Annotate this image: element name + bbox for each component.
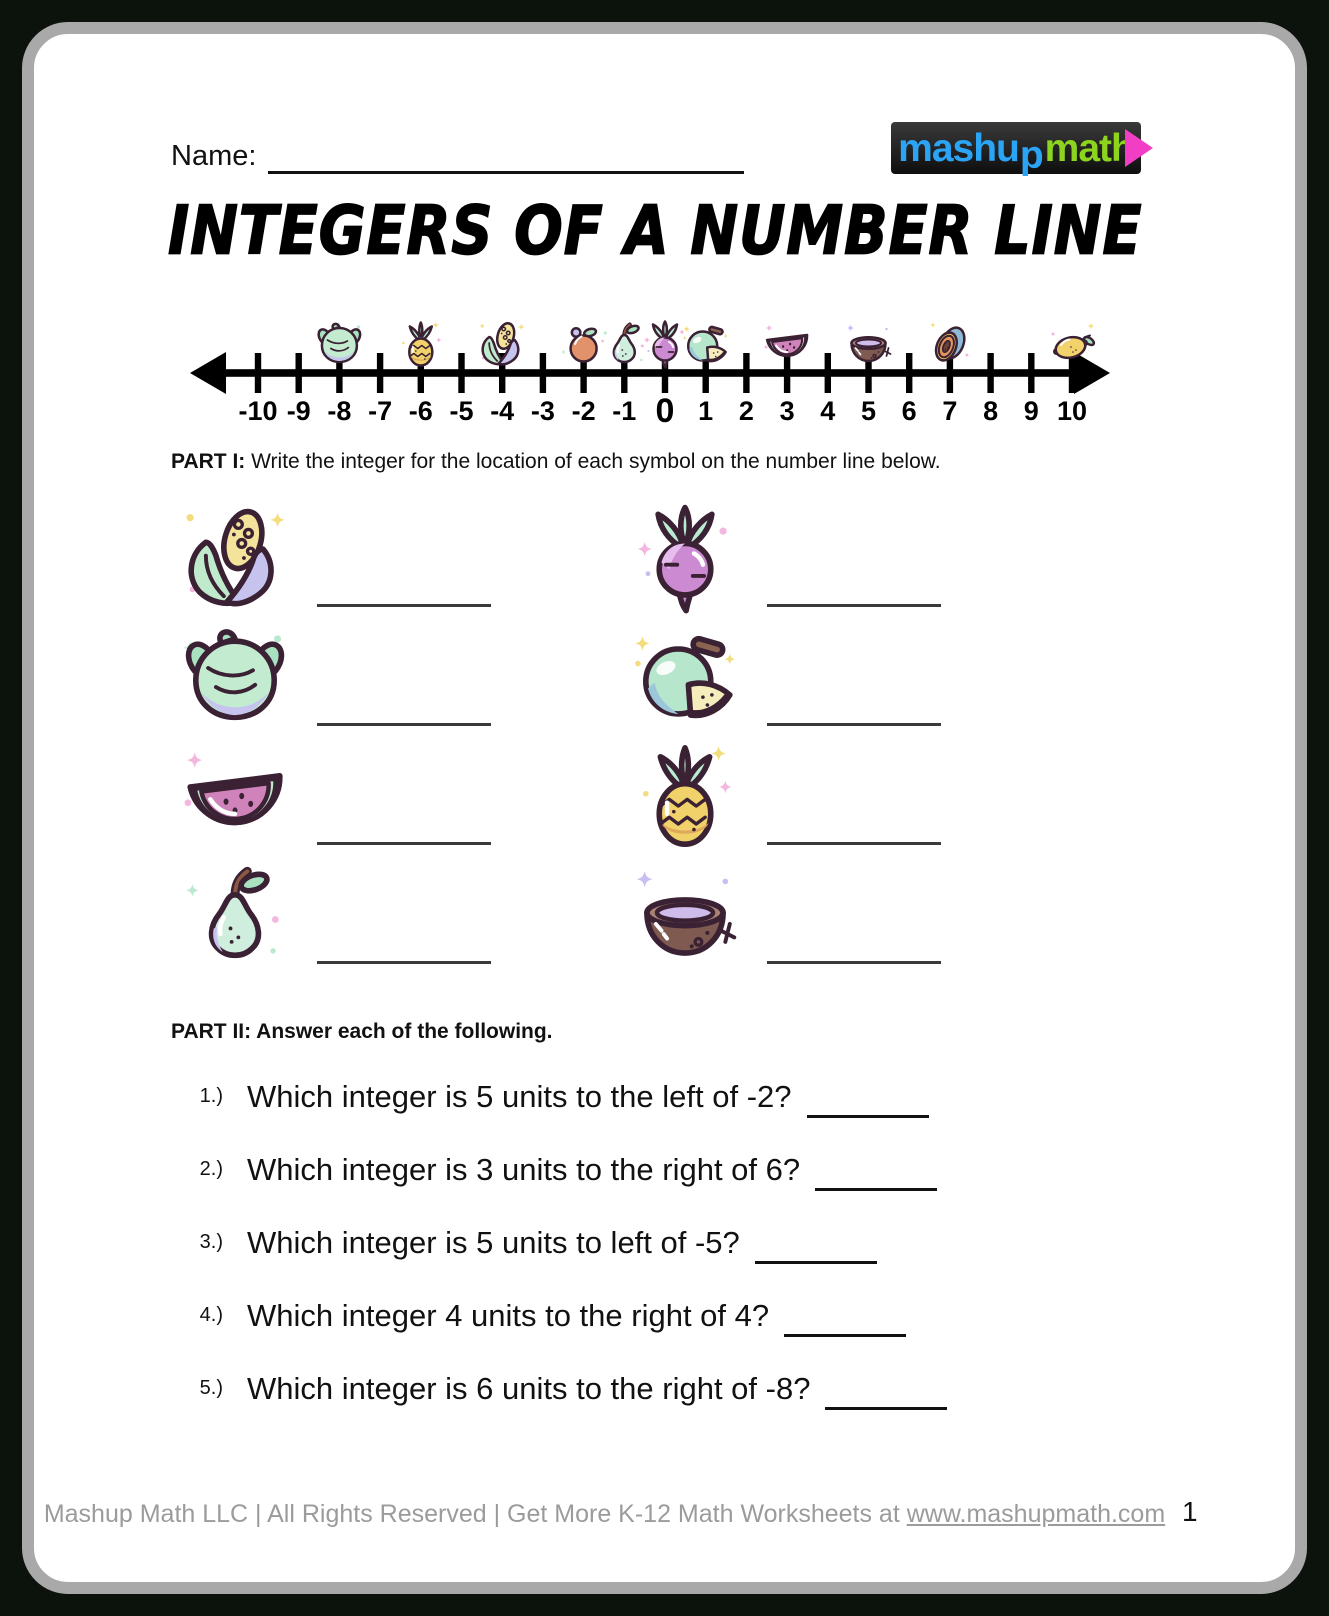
tick-label: 1 [698, 396, 714, 426]
part1-item [629, 498, 1079, 617]
tick-label: 10 [1056, 396, 1088, 426]
part1-label: PART I: [171, 450, 246, 473]
part1-item [179, 736, 629, 855]
worksheet-page [22, 22, 1307, 1594]
logo-text-math: math [1044, 126, 1134, 170]
answer-blank[interactable] [317, 723, 491, 726]
tick-label: 8 [983, 396, 999, 426]
tick-label: -5 [449, 396, 474, 426]
tick-mark [784, 353, 790, 393]
name-row [171, 134, 744, 174]
tick-label: 7 [942, 396, 958, 426]
melon-icon [683, 326, 728, 361]
tick-mark [296, 353, 302, 393]
answer-blank[interactable] [317, 842, 491, 845]
page-content [34, 34, 1295, 1582]
tick-label: 5 [860, 396, 877, 426]
question-row [171, 1206, 947, 1279]
tick-label: -3 [530, 396, 555, 426]
part1-item [629, 736, 1079, 855]
answer-blank[interactable] [767, 961, 941, 964]
corn-icon [179, 502, 291, 614]
answer-blank[interactable] [784, 1334, 906, 1337]
pineapple-icon [629, 740, 741, 852]
name-blank-line[interactable] [268, 135, 744, 174]
tick-mark [1028, 353, 1034, 393]
question-number: 3.) [199, 1231, 223, 1253]
radish-icon [644, 322, 684, 368]
page-title: INTEGERS OF A NUMBER LINE [168, 192, 1143, 270]
watermelon-icon [179, 740, 291, 852]
tick-label: -9 [286, 396, 311, 426]
tick-mark [825, 353, 831, 393]
part2-questions [171, 1060, 947, 1425]
pear-icon [179, 859, 291, 971]
tick-label: -10 [238, 396, 278, 426]
coconut-icon [847, 324, 891, 361]
tick-label: 6 [901, 396, 917, 426]
part1-grid [179, 498, 1079, 974]
part1-item [179, 617, 629, 736]
answer-blank[interactable] [755, 1261, 877, 1264]
tick-label: -2 [571, 396, 596, 426]
tick-label: -8 [327, 396, 352, 426]
answer-blank[interactable] [317, 961, 491, 964]
question-row [171, 1133, 947, 1206]
pineapple-icon [402, 322, 442, 366]
radish-icon [629, 502, 741, 614]
tick-mark [743, 353, 749, 393]
logo-text-mashup: mashu [898, 126, 1019, 170]
question-number: 5.) [199, 1377, 223, 1399]
tick-label: -7 [368, 396, 393, 426]
tick-mark [987, 353, 993, 393]
question-text: Which integer is 5 units to the left of -2? [247, 1078, 792, 1114]
coconut-icon [629, 859, 741, 971]
question-row [171, 1060, 947, 1133]
pear-icon [603, 324, 644, 362]
cabbage-icon [179, 621, 291, 733]
answer-blank[interactable] [767, 604, 941, 607]
question-number: 4.) [199, 1304, 223, 1326]
part1-item [629, 617, 1079, 736]
left-arrow-icon [190, 352, 226, 394]
tick-mark [540, 353, 546, 393]
answer-blank[interactable] [807, 1115, 929, 1118]
lemon-icon [1052, 323, 1096, 361]
number-line [168, 292, 1158, 432]
footer-text: Mashup Math LLC | All Rights Reserved | Get More K-12 Math Worksheets at [43, 1500, 907, 1528]
question-text: Which integer is 3 units to the right of 6? [247, 1151, 801, 1187]
question-number: 2.) [199, 1158, 223, 1180]
cabbage-icon [316, 324, 360, 362]
page-number: 1 [1182, 1496, 1198, 1527]
answer-blank[interactable] [317, 604, 491, 607]
tick-label: 0 [655, 392, 675, 430]
tick-mark [906, 353, 912, 393]
orange-icon [561, 327, 604, 361]
question-text: Which integer is 5 units to left of -5? [247, 1224, 740, 1260]
tick-mark [377, 353, 383, 393]
name-label: Name: [171, 140, 257, 172]
question-row [171, 1279, 947, 1352]
question-row [171, 1352, 947, 1425]
part1-item [629, 855, 1079, 974]
question-text: Which integer is 6 units to the right of -8? [247, 1370, 811, 1406]
tick-label: 2 [738, 396, 754, 426]
part1-heading [171, 450, 941, 474]
answer-blank[interactable] [815, 1188, 937, 1191]
part1-item [179, 498, 629, 617]
tick-label: 9 [1023, 396, 1039, 426]
papaya-icon [930, 322, 969, 363]
mashup-math-logo [891, 122, 1141, 177]
footer [34, 1500, 1175, 1529]
part1-item [179, 855, 629, 974]
play-arrow-icon [1125, 129, 1153, 167]
part2-heading: PART II: Answer each of the following. [171, 1020, 553, 1043]
tick-label: -6 [408, 396, 433, 426]
logo-text-p: p [1019, 134, 1044, 177]
question-number: 1.) [199, 1085, 223, 1107]
tick-mark [458, 353, 464, 393]
tick-label: -1 [612, 396, 637, 426]
corn-icon [481, 321, 525, 364]
tick-label: -4 [490, 396, 515, 426]
melon-icon [629, 621, 741, 733]
tick-label: 4 [820, 396, 836, 426]
watermelon-icon [765, 325, 808, 356]
right-arrow-icon [1074, 352, 1110, 394]
part1-instructions: Write the integer for the location of each symbol on the number line below. [245, 450, 941, 473]
tick-mark [255, 353, 261, 393]
question-text: Which integer 4 units to the right of 4? [247, 1297, 770, 1333]
answer-blank[interactable] [825, 1407, 947, 1410]
answer-blank[interactable] [767, 842, 941, 845]
tick-label: 3 [779, 396, 795, 426]
footer-link[interactable]: www.mashupmath.com [906, 1500, 1166, 1528]
answer-blank[interactable] [767, 723, 941, 726]
